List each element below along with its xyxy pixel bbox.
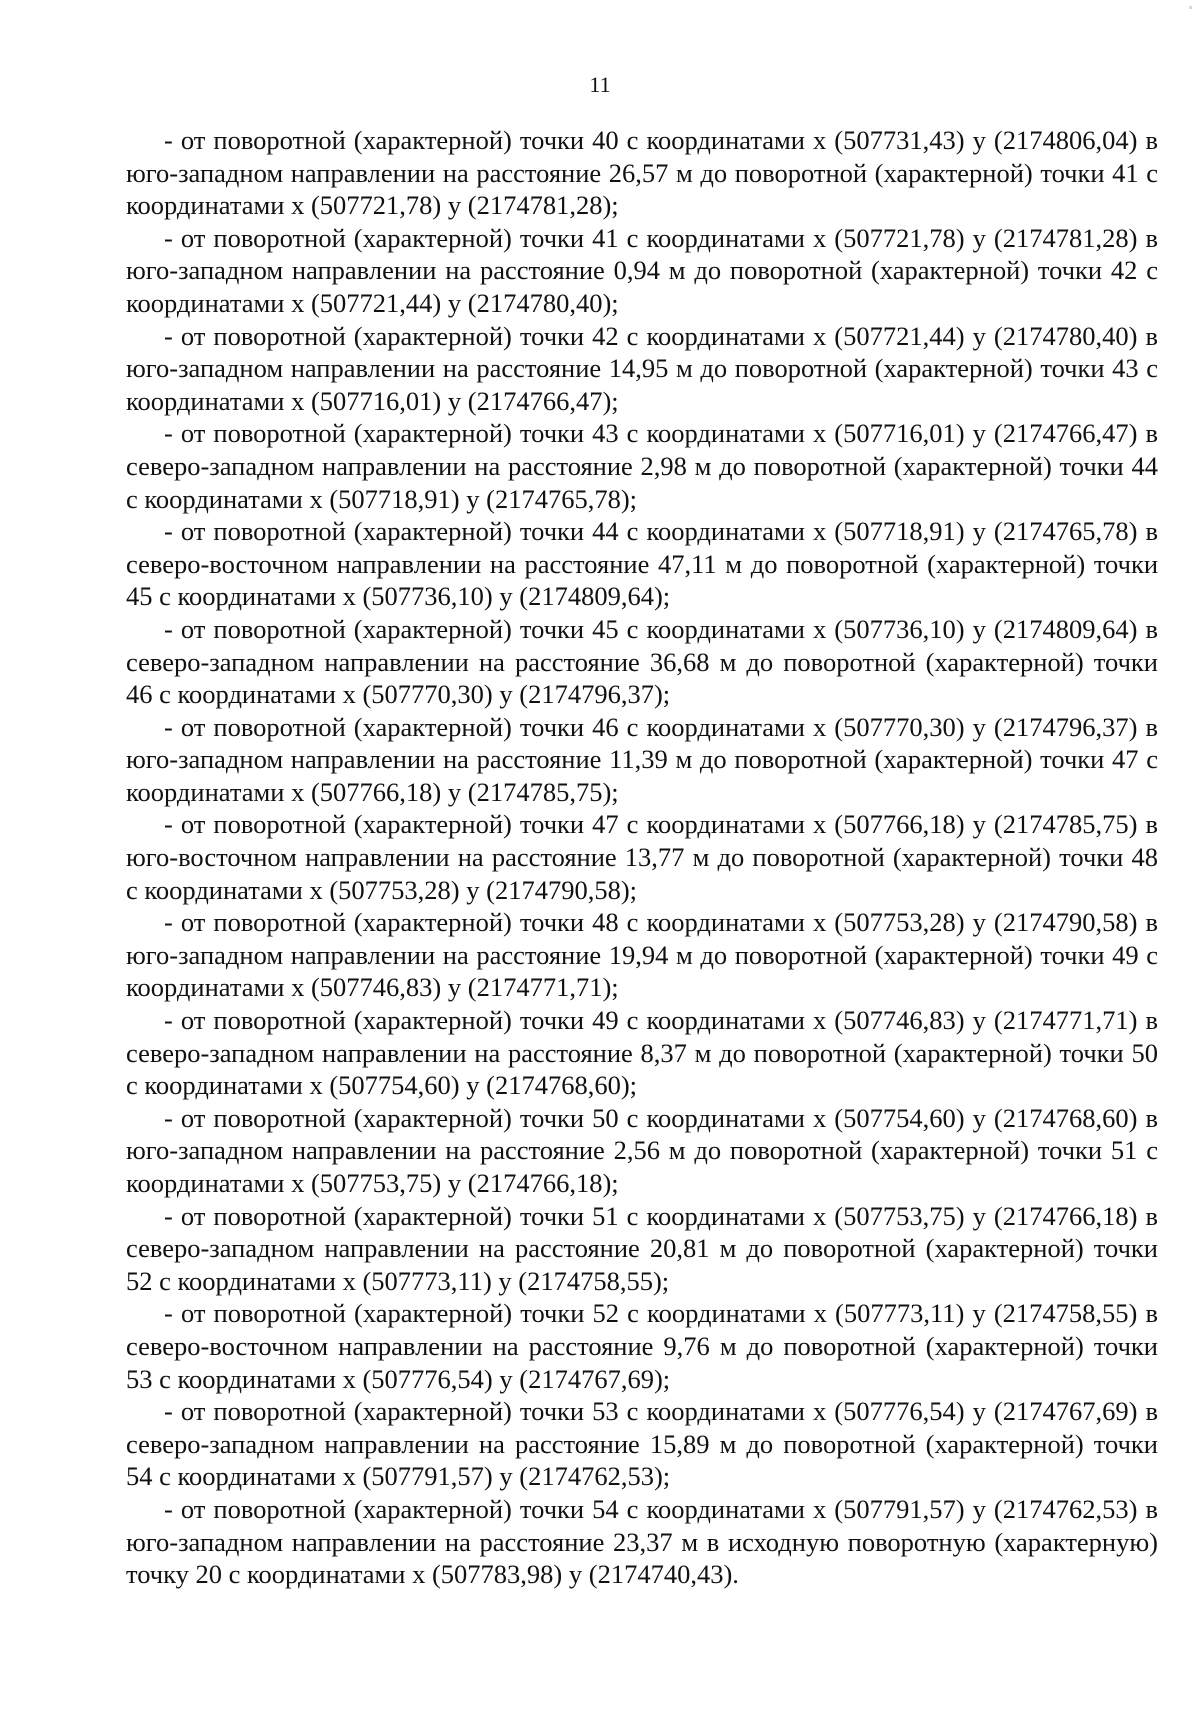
boundary-segment-53-54: - от поворотной (характерной) точки 53 с координатами x (507776,54) y (2174767,69) в северо-западном направлении на расстояние 15,89 м до поворотной (характерной) точки 54 с координатами x (507791,57) y (2174762,53); <box>126 1396 1158 1492</box>
page-number: 11 <box>589 72 611 97</box>
boundary-segment-41-42: - от поворотной (характерной) точки 41 с координатами x (507721,78) y (2174781,28) в юго-западном направлении на расстояние 0,94 м до поворотной (характерной) точки 42 с координатами x (507721,44) y (2174780,40); <box>126 222 1158 318</box>
boundary-segment-43-44: - от поворотной (характерной) точки 43 с координатами x (507716,01) y (2174766,47) в северо-западном направлении на расстояние 2,98 м до поворотной (характерной) точки 44 с координатами x (507718,91) y (2174765,78); <box>126 418 1158 514</box>
document-body <box>126 124 1158 1591</box>
boundary-segment-40-41: - от поворотной (характерной) точки 40 с координатами x (507731,43) y (2174806,04) в юго-западном направлении на расстояние 26,57 м до поворотной (характерной) точки 41 с координатами x (507721,78) y (2174781,28); <box>126 125 1158 221</box>
boundary-segment-45-46: - от поворотной (характерной) точки 45 с координатами x (507736,10) y (2174809,64) в северо-западном направлении на расстояние 36,68 м до поворотной (характерной) точки 46 с координатами x (507770,30) y (2174796,37); <box>126 613 1158 710</box>
boundary-segment-44-45: - от поворотной (характерной) точки 44 с координатами x (507718,91) y (2174765,78) в северо-восточном направлении на расстояние 47,11 м до поворотной (характерной) точки 45 с координатами x (507736,10) y (2174809,64); <box>126 516 1158 612</box>
boundary-segment-48-49: - от поворотной (характерной) точки 48 с координатами x (507753,28) y (2174790,58) в юго-западном направлении на расстояние 19,94 м до поворотной (характерной) точки 49 с координатами x (507746,83) y (2174771,71); <box>126 907 1158 1003</box>
boundary-segment-51-52: - от поворотной (характерной) точки 51 с координатами x (507753,75) y (2174766,18) в северо-западном направлении на расстояние 20,81 м до поворотной (характерной) точки 52 с координатами x (507773,11) y (2174758,55); <box>126 1200 1158 1296</box>
scan-artifact <box>1189 6 1192 9</box>
boundary-segment-42-43: - от поворотной (характерной) точки 42 с координатами x (507721,44) y (2174780,40) в юго-западном направлении на расстояние 14,95 м до поворотной (характерной) точки 43 с координатами x (507716,01) y (2174766,47); <box>126 320 1158 416</box>
boundary-segment-54-20: - от поворотной (характерной) точки 54 с координатами x (507791,57) y (2174762,53) в юго-западном направлении на расстояние 23,37 м в исходную поворотную (характерную) точку 20 с координатами x (507783,98) y (2174740,43). <box>126 1493 1158 1590</box>
boundary-segment-46-47: - от поворотной (характерной) точки 46 с координатами x (507770,30) y (2174796,37) в юго-западном направлении на расстояние 11,39 м до поворотной (характерной) точки 47 с координатами x (507766,18) y (2174785,75); <box>126 711 1158 807</box>
boundary-segment-47-48: - от поворотной (характерной) точки 47 с координатами x (507766,18) y (2174785,75) в юго-восточном направлении на расстояние 13,77 м до поворотной (характерной) точки 48 с координатами x (507753,28) y (2174790,58); <box>126 809 1158 905</box>
boundary-segment-52-53: - от поворотной (характерной) точки 52 с координатами x (507773,11) y (2174758,55) в северо-восточном направлении на расстояние 9,76 м до поворотной (характерной) точки 53 с координатами x (507776,54) y (2174767,69); <box>126 1298 1158 1394</box>
boundary-segment-50-51: - от поворотной (характерной) точки 50 с координатами x (507754,60) y (2174768,60) в юго-западном направлении на расстояние 2,56 м до поворотной (характерной) точки 51 с координатами x (507753,75) y (2174766,18); <box>126 1102 1158 1198</box>
boundary-segment-49-50: - от поворотной (характерной) точки 49 с координатами x (507746,83) y (2174771,71) в северо-западном направлении на расстояние 8,37 м до поворотной (характерной) точки 50 с координатами x (507754,60) y (2174768,60); <box>126 1005 1158 1101</box>
